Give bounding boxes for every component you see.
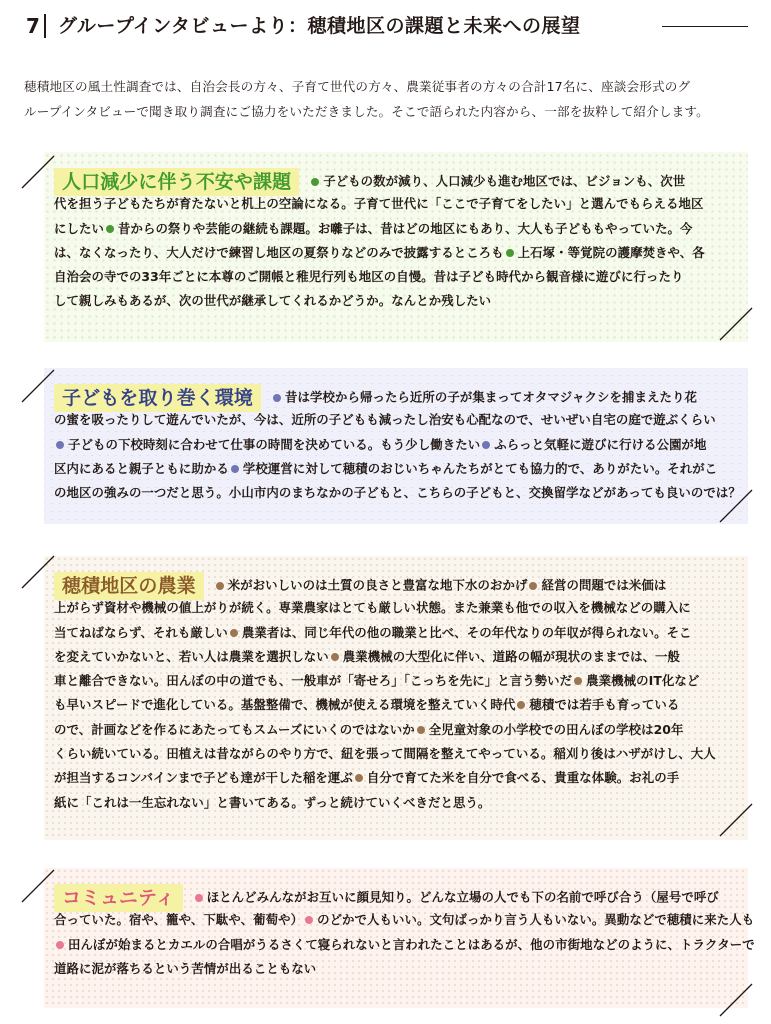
intro-paragraph	[24, 74, 748, 124]
section-heading: コミュニティ	[54, 884, 183, 912]
text-span: 合っていた。宿や、籠や、下駄や、葡萄や）	[54, 912, 304, 928]
text-span: 経営の問題では米価は	[541, 577, 667, 593]
page-header	[0, 0, 771, 50]
slash-decoration-icon	[18, 366, 58, 406]
section-heading: 穂積地区の農業	[54, 572, 204, 600]
bullet-dot-icon	[56, 441, 64, 449]
text-span: にしたい	[54, 220, 104, 236]
text-span: ので、計画などを作るにあたってもスムーズにいくのではないか	[54, 721, 415, 737]
text-span: の地区の強みの一つだと思う。小山市内のまちなかの子どもと、こちらの子どもと、交換留学などがあっても良いのでは？	[54, 485, 741, 501]
text-span: して親しみもあるが、次の世代が継承してくれるかどうか。なんとか残したい	[54, 293, 492, 309]
text-span: 米がおいしいのは土質の良さと豊富な地下水のおかげ	[227, 577, 528, 593]
page-title: グループインタビューより：穂積地区の課題と未来への展望	[58, 15, 581, 37]
slash-decoration-icon	[716, 486, 756, 526]
text-span: も早いスピードで進化している。基盤整備で、機械が使える環境を整えていく時代	[54, 697, 516, 713]
section-community	[44, 868, 755, 1008]
bullet-dot-icon	[195, 894, 203, 902]
slash-decoration-icon	[716, 304, 756, 344]
text-span: が担当するコンバインまで子ども達が干した稲を運ぶ	[54, 770, 353, 786]
section-agriculture	[44, 556, 748, 840]
text-span: 学校運営に対して穂積のおじいちゃんたちがとても協力的で、ありがたい。それがこ	[242, 460, 718, 476]
section-population	[44, 152, 748, 342]
text-span: 子どもの下校時刻に合わせて仕事の時間を決めている。もう少し働きたい	[68, 436, 481, 452]
bullet-dot-icon	[417, 726, 425, 734]
text-span: 田んぼが始まるとカエルの合唱がうるさくて寝られないと言われたことはあるが、他の市街地などのように、トラクターで	[68, 936, 755, 952]
text-span: ほとんどみんながお互いに顔見知り。どんな立場の人でも下の名前で呼び合う（屋号で呼び	[206, 889, 719, 905]
bullet-dot-icon	[574, 677, 582, 685]
section-text	[54, 572, 744, 815]
bullet-dot-icon	[56, 941, 64, 949]
bullet-dot-icon	[305, 916, 313, 924]
slash-decoration-icon	[18, 552, 58, 592]
section-text	[54, 168, 744, 314]
header-divider	[44, 14, 46, 38]
text-span: 穂積では若手も育っている	[529, 697, 680, 713]
slash-decoration-icon	[18, 866, 58, 906]
text-span: 上がらず資材や機械の値上がりが続く。専業農家はとても厳しい状態。また兼業も他での収入を機械などの購入に	[54, 600, 691, 616]
intro-line: ループインタビューで聞き取り調査にご協力をいただきました。そこで語られた内容から、一部を抜粋して紹介します。	[24, 104, 709, 119]
text-span: 自治会の寺での33年ごとに本尊のご開帳と稚児行列も地区の自慢。昔は子ども時代から観音様に遊びに行ったり	[54, 269, 684, 285]
bullet-dot-icon	[273, 394, 281, 402]
bullet-dot-icon	[506, 249, 514, 257]
text-span: を変えていかないと、若い人は農業を選択しない	[54, 648, 329, 664]
text-span: 子どもの数が減り、人口減少も進む地区では、ビジョンも、次世	[323, 173, 686, 189]
section-number: 7	[26, 14, 40, 38]
text-span: 上石塚・等覚院の護摩焚きや、各	[517, 244, 705, 260]
bullet-dot-icon	[231, 465, 239, 473]
bullet-dot-icon	[355, 774, 363, 782]
intro-line: 穂積地区の風土性調査では、自治会長の方々、子育て世代の方々、農業従事者の方々の合計17名に、座談会形式のグ	[24, 79, 691, 94]
section-heading: 子どもを取り巻く環境	[54, 384, 261, 412]
text-span: 代を担う子どもたちが育たないと机上の空論になる。子育て世代に「ここで子育てをしたい」と選んでもらえる地区	[54, 196, 704, 212]
slash-decoration-icon	[716, 800, 756, 840]
bullet-dot-icon	[106, 225, 114, 233]
section-text	[54, 384, 744, 505]
text-span: 紙に「これは一生忘れない」と書いてある。ずっと続けていくべきだと思う。	[54, 794, 491, 810]
text-span: は、なくなったり、大人だけで練習し地区の夏祭りなどのみで披露するところも	[54, 244, 504, 260]
text-span: の蜜を吸ったりして遊んでいたが、今は、近所の子どもも減ったし治安も心配なので、せいぜい自宅の庭で遊ぶくらい	[54, 412, 716, 428]
text-span: 全児童対象の小学校での田んぼの学校は20年	[428, 721, 684, 737]
text-span: 昔からの祭りや芸能の継続も課題。お囃子は、昔はどの地区にもあり、大人も子どももやっていた。今	[117, 220, 693, 236]
slash-decoration-icon	[716, 980, 756, 1020]
text-span: 農業機械の大型化に伴い、道路の幅が現状のままでは、一般	[342, 648, 681, 664]
text-span: 農業者は、同じ年代の他の職業と比べ、その年代なりの年収が得られない。そこ	[241, 624, 692, 640]
text-span: 当てねばならず、それも厳しい	[54, 624, 228, 640]
bullet-dot-icon	[230, 629, 238, 637]
text-span: ふらっと気軽に遊びに行ける公園が地	[494, 436, 707, 452]
bullet-dot-icon	[482, 441, 490, 449]
text-span: 車と離合できない。田んぼの中の道でも、一般車が「寄せろ」「こっちを先に」と言う勢いだ	[54, 673, 573, 689]
text-span: 自分で育てた米を自分で食べる、貴重な体験。お礼の手	[366, 770, 680, 786]
text-span: のどかで人もいい。文句ばっかり言う人もいない。異動などで穂積に来た人も	[317, 912, 755, 928]
bullet-dot-icon	[517, 701, 525, 709]
section-heading: 人口減少に伴う不安や課題	[54, 168, 299, 196]
section-text	[54, 884, 755, 981]
text-span: 区内にあると親子ともに助かる	[54, 460, 229, 476]
bullet-dot-icon	[311, 178, 319, 186]
text-span: 道路に泥が落ちるという苦情が出ることもない	[54, 960, 317, 976]
text-span: くらい続いている。田植えは昔ながらのやり方で、紐を張って間隔を整えてやっている。稲刈り後はハザがけし、大人	[54, 746, 716, 762]
slash-decoration-icon	[18, 152, 58, 192]
bullet-dot-icon	[529, 582, 537, 590]
text-span: 農業機械のIT化など	[586, 673, 700, 689]
header-rule	[662, 26, 748, 27]
bullet-dot-icon	[216, 582, 224, 590]
bullet-dot-icon	[331, 653, 339, 661]
text-span: 昔は学校から帰ったら近所の子が集まってオタマジャクシを捕まえたり花	[285, 389, 697, 405]
section-children-environment	[44, 368, 748, 524]
